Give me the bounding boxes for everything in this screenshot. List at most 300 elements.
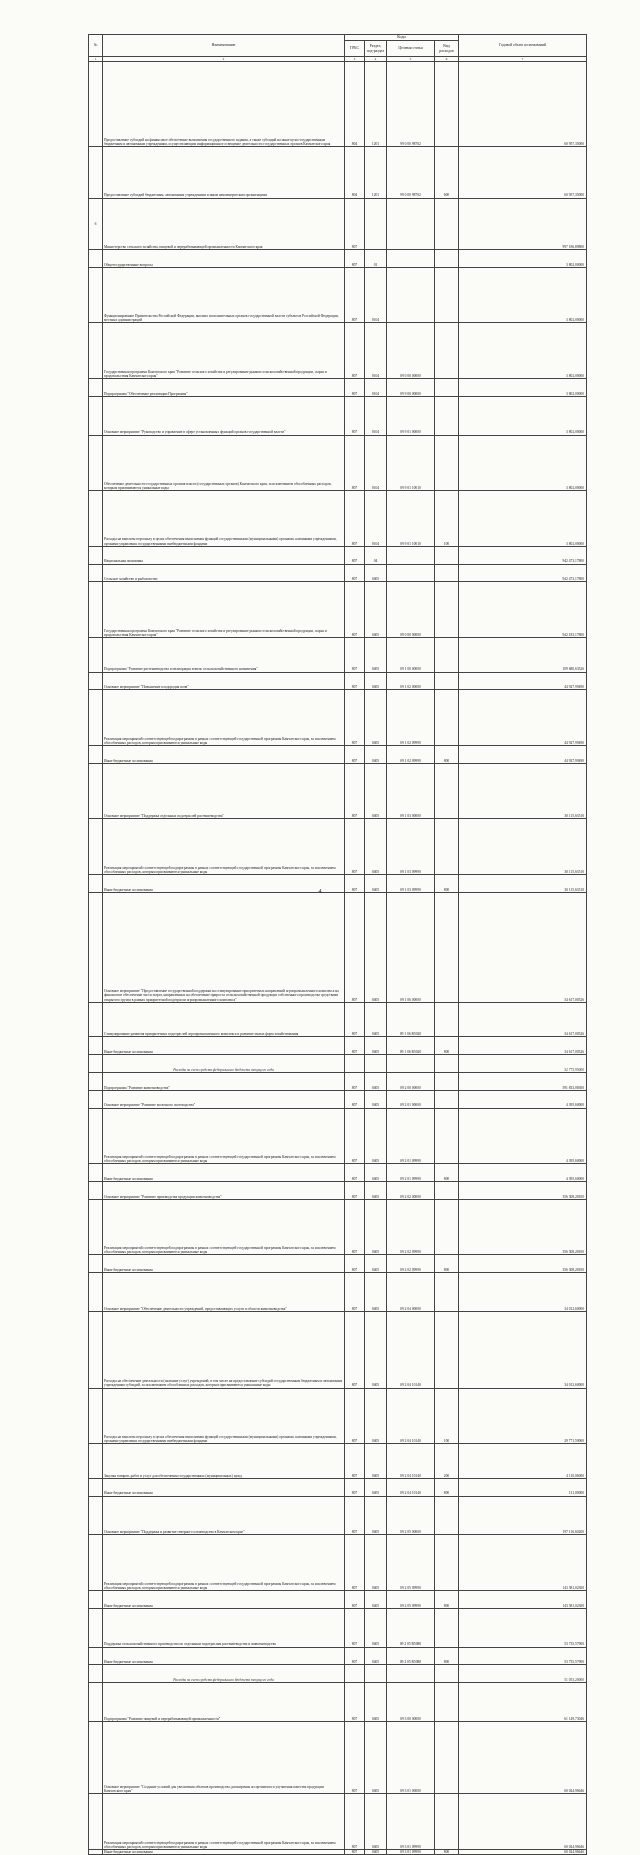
row-amount: 51 053,20000	[459, 1665, 587, 1683]
row-expense-type	[435, 1182, 459, 1200]
row-razdel: 0405	[365, 637, 387, 672]
row-amount: 34 012,60000	[459, 1312, 587, 1389]
row-grbs: 807	[345, 1273, 365, 1312]
row-number	[89, 62, 103, 147]
row-name: Иные бюджетные ассигнования	[103, 745, 345, 763]
row-number	[89, 1073, 103, 1091]
row-grbs: 807	[345, 1199, 365, 1255]
row-target-article: 09 2 05 R5080	[387, 1647, 435, 1665]
row-target-article	[387, 1665, 435, 1683]
row-number	[89, 1199, 103, 1255]
row-razdel: 0405	[365, 1090, 387, 1108]
row-razdel: 0405	[365, 1794, 387, 1850]
row-target-article: 09 2 04 10140	[387, 1444, 435, 1479]
table-row	[89, 1722, 587, 1794]
row-grbs: 807	[345, 672, 365, 690]
table-row	[89, 62, 587, 147]
row-grbs: 807	[345, 396, 365, 435]
row-number	[89, 1002, 103, 1037]
table-row	[89, 1849, 587, 1854]
row-number	[89, 1090, 103, 1108]
row-razdel: 0405	[365, 1849, 387, 1854]
row-target-article: 09 1 02 00000	[387, 672, 435, 690]
row-expense-type	[435, 378, 459, 396]
table-note-row	[89, 1665, 587, 1683]
row-grbs: 807	[345, 435, 365, 491]
row-grbs: 807	[345, 582, 365, 638]
row-amount: 61 149,73046	[459, 1683, 587, 1722]
row-number	[89, 1312, 103, 1389]
row-expense-type	[435, 819, 459, 875]
table-row	[89, 546, 587, 564]
table-row	[89, 198, 587, 249]
row-target-article: 09 1 06 00000	[387, 892, 435, 1002]
row-amount: 3 802,00000	[459, 396, 587, 435]
row-expense-type: 800	[435, 1849, 459, 1854]
column-number: 4	[365, 57, 387, 62]
row-target-article: 09 2 04 10140	[387, 1312, 435, 1389]
row-expense-type: 800	[435, 1164, 459, 1182]
row-number	[89, 1478, 103, 1496]
row-grbs: 807	[345, 378, 365, 396]
row-amount: 3 802,00000	[459, 323, 587, 379]
row-amount: 942 183,17800	[459, 582, 587, 638]
row-grbs: 807	[345, 323, 365, 379]
row-expense-type: 800	[435, 1037, 459, 1055]
row-amount: 356 308,28100	[459, 1199, 587, 1255]
table-row	[89, 1037, 587, 1055]
row-razdel: 0405	[365, 672, 387, 690]
row-razdel: 04	[365, 546, 387, 564]
row-amount: 3 802,00000	[459, 267, 587, 323]
row-expense-type: 800	[435, 874, 459, 892]
row-amount: 53 735,57900	[459, 1647, 587, 1665]
row-number	[89, 1037, 103, 1055]
row-razdel: 01	[365, 249, 387, 267]
row-name: Основное мероприятие "Поддержка и развитие северного оленеводства в Камчатском крае"	[103, 1496, 345, 1535]
row-amount: 4 395,60000	[459, 1090, 587, 1108]
row-target-article: 99 0 00 98702	[387, 147, 435, 198]
row-target-article: 09 1 03 00000	[387, 763, 435, 819]
row-number	[89, 378, 103, 396]
row-target-article: 09 1 02 09990	[387, 745, 435, 763]
row-name: Реализация мероприятий соответствующей подпрограммы в рамках соответствующей государственной программы Камчатского края, за исключением обособленных расходов, которым присваиваются уникальные коды	[103, 1535, 345, 1591]
row-razdel: 0405	[365, 1478, 387, 1496]
row-target-article: 09 2 02 09990	[387, 1255, 435, 1273]
row-razdel: 0405	[365, 1647, 387, 1665]
table-row	[89, 249, 587, 267]
row-number	[89, 582, 103, 638]
row-name: Подпрограмма "Развитие животноводства"	[103, 1073, 345, 1091]
row-name: Реализация мероприятий соответствующей подпрограммы в рамках соответствующей государственной программы Камчатского края, за исключением обособленных расходов, которым присваиваются уникальные коды	[103, 1108, 345, 1164]
row-grbs: 807	[345, 637, 365, 672]
row-number	[89, 491, 103, 547]
row-target-article: 09 2 04 10140	[387, 1388, 435, 1444]
row-number	[89, 1794, 103, 1850]
row-grbs: 807	[345, 1478, 365, 1496]
table-row	[89, 1002, 587, 1037]
row-amount: 109 680,63526	[459, 637, 587, 672]
row-grbs: 807	[345, 491, 365, 547]
row-number: 6	[89, 198, 103, 249]
row-target-article: 09 1 06 R5020	[387, 1037, 435, 1055]
row-name: Реализация мероприятий соответствующей подпрограммы в рамках соответствующей государственной программы Камчатского края, за исключением обособленных расходов, которым присваиваются уникальные коды	[103, 690, 345, 746]
row-amount: 4 395,60000	[459, 1108, 587, 1164]
row-expense-type: 100	[435, 1388, 459, 1444]
row-name: Расходы за счет средств федерального бюджета текущего года	[103, 1055, 345, 1073]
row-grbs: 807	[345, 1496, 365, 1535]
row-number	[89, 1665, 103, 1683]
row-amount: 143 381,02300	[459, 1591, 587, 1609]
row-number	[89, 147, 103, 198]
row-razdel: 0104	[365, 378, 387, 396]
row-expense-type: 800	[435, 1591, 459, 1609]
row-grbs	[345, 1665, 365, 1683]
row-expense-type	[435, 435, 459, 491]
row-razdel: 0405	[365, 1164, 387, 1182]
row-razdel: 0405	[365, 1199, 387, 1255]
row-name: Иные бюджетные ассигнования	[103, 1591, 345, 1609]
row-target-article: 09 3 01 00000	[387, 1722, 435, 1794]
row-number	[89, 1182, 103, 1200]
row-target-article: 09 9 01 00000	[387, 396, 435, 435]
column-number: 6	[435, 57, 459, 62]
row-name: Подпрограмма "Развитие пищевой и перерабатывающей промышленности"	[103, 1683, 345, 1722]
row-expense-type: 800	[435, 1255, 459, 1273]
row-number	[89, 1255, 103, 1273]
row-name: Стимулирование развития приоритетных подотраслей агропромышленного комплекса и развитие малых форм хозяйствования	[103, 1002, 345, 1037]
row-grbs: 807	[345, 1073, 365, 1091]
header-expense-type: Вид расходов	[435, 41, 459, 57]
row-number	[89, 1535, 103, 1591]
budget-table	[88, 34, 587, 1855]
row-name: Общегосударственные вопросы	[103, 249, 345, 267]
row-razdel: 0104	[365, 267, 387, 323]
row-name: Расходы за счет средств федерального бюджета текущего года	[103, 1665, 345, 1683]
row-target-article: 09 1 06 R5020	[387, 1002, 435, 1037]
page-number: 4	[318, 889, 322, 895]
row-razdel: 0405	[365, 1182, 387, 1200]
row-expense-type	[435, 1722, 459, 1794]
row-razdel: 0405	[365, 1591, 387, 1609]
row-grbs: 807	[345, 1090, 365, 1108]
row-target-article: 09 1 02 09990	[387, 690, 435, 746]
row-amount: 131,00000	[459, 1478, 587, 1496]
row-grbs: 807	[345, 1312, 365, 1389]
row-name: Основное мероприятие "Поддержка отдельных подотраслей растениеводства"	[103, 763, 345, 819]
row-expense-type	[435, 198, 459, 249]
row-grbs: 807	[345, 1164, 365, 1182]
row-amount: 44 927,99490	[459, 672, 587, 690]
row-expense-type	[435, 1108, 459, 1164]
row-target-article: 09 2 02 00000	[387, 1182, 435, 1200]
row-name: Подпрограмма "Развитие растениеводства и мелиорация земель сельскохозяйственного назначения"	[103, 637, 345, 672]
row-razdel: 0405	[365, 1073, 387, 1091]
row-target-article	[387, 267, 435, 323]
row-target-article: 09 3 00 00000	[387, 1683, 435, 1722]
row-razdel: 0405	[365, 1002, 387, 1037]
row-number	[89, 1722, 103, 1794]
header-razdel: Раздел, под-раздел	[365, 41, 387, 57]
row-target-article	[387, 249, 435, 267]
row-target-article	[387, 564, 435, 582]
row-razdel: 0405	[365, 582, 387, 638]
table-row	[89, 582, 587, 638]
row-expense-type	[435, 582, 459, 638]
table-row	[89, 1255, 587, 1273]
row-number	[89, 564, 103, 582]
row-target-article: 09 1 03 09990	[387, 874, 435, 892]
row-target-article: 09 9 01 10010	[387, 491, 435, 547]
header-grbs: ГРБС	[345, 41, 365, 57]
table-row	[89, 396, 587, 435]
row-razdel: 0405	[365, 1273, 387, 1312]
row-number	[89, 1164, 103, 1182]
row-name: Реализация мероприятий соответствующей подпрограммы в рамках соответствующей государственной программы Камчатского края, за исключением обособленных расходов, которым присваиваются уникальные коды	[103, 1199, 345, 1255]
row-name: Предоставление субсидий на финансовое обеспечение выполнения государственного задания, а также субсидий на иные цели государственным бюджетным и автономным учреждениям, осуществляющим информационное освещение деятельности государственных органов Камчатского края	[103, 62, 345, 147]
row-amount: 356 308,28100	[459, 1255, 587, 1273]
row-expense-type	[435, 672, 459, 690]
table-row	[89, 1591, 587, 1609]
row-name: Основное мероприятие "Предоставление государственной поддержки на стимулирование приоритетных направлений агропромышленного комплекса на финансовое обеспечение части затрат, направленных на обеспечение прироста сельскохозяйственной продукции собственного производства средствами открытого грунта в рамках приоритетной подотрасли агропромышленного комплекса"	[103, 892, 345, 1002]
row-grbs: 807	[345, 1535, 365, 1591]
row-amount: 34 012,60000	[459, 1273, 587, 1312]
row-amount: 591 833,08300	[459, 1073, 587, 1091]
row-amount: 44 927,99490	[459, 745, 587, 763]
row-target-article: 09 2 05 09990	[387, 1535, 435, 1591]
row-razdel: 0405	[365, 1312, 387, 1389]
table-row	[89, 1182, 587, 1200]
row-target-article: 09 2 04 10140	[387, 1478, 435, 1496]
row-amount: 60 024,96646	[459, 1722, 587, 1794]
table-row	[89, 1090, 587, 1108]
row-amount: 44 927,99490	[459, 690, 587, 746]
row-grbs: 807	[345, 690, 365, 746]
row-target-article: 09 1 00 00000	[387, 637, 435, 672]
row-number	[89, 892, 103, 1002]
row-expense-type	[435, 1312, 459, 1389]
row-name: Функционирование Правительства Российской Федерации, высших исполнительных органов государственной власти субъектов Российской Федерации, местных администраций	[103, 267, 345, 323]
row-razdel: 0104	[365, 396, 387, 435]
row-expense-type	[435, 1683, 459, 1722]
row-expense-type: 100	[435, 491, 459, 547]
row-expense-type	[435, 1794, 459, 1850]
row-expense-type	[435, 1608, 459, 1647]
row-razdel: 0405	[365, 1108, 387, 1164]
row-razdel: 0405	[365, 1388, 387, 1444]
row-expense-type	[435, 1073, 459, 1091]
row-razdel: 0405	[365, 745, 387, 763]
row-name: Сельское хозяйство и рыболовство	[103, 564, 345, 582]
row-grbs: 807	[345, 1647, 365, 1665]
table-row	[89, 892, 587, 1002]
row-name: Обеспечение деятельности государственных органов власти (государственных органов) Камчатского края, за исключением обособленных расходов, которым присваиваются уникальные коды	[103, 435, 345, 491]
row-razdel: 0104	[365, 323, 387, 379]
row-expense-type	[435, 1496, 459, 1535]
row-expense-type	[435, 396, 459, 435]
table-row	[89, 1164, 587, 1182]
header-codes: Коды	[345, 35, 459, 41]
table-row	[89, 819, 587, 875]
row-name: Национальная экономика	[103, 546, 345, 564]
row-razdel: 0405	[365, 1683, 387, 1722]
table-row	[89, 1312, 587, 1389]
row-amount: 30 115,63510	[459, 819, 587, 875]
row-target-article: 99 0 00 98702	[387, 62, 435, 147]
row-amount: 60 957,35000	[459, 62, 587, 147]
row-expense-type	[435, 892, 459, 1002]
row-target-article	[387, 1055, 435, 1073]
row-name: Основное мероприятие "Обеспечение деятельности учреждений, предоставляющих услуги в области животноводства"	[103, 1273, 345, 1312]
table-row	[89, 1273, 587, 1312]
row-name: Иные бюджетные ассигнования	[103, 1164, 345, 1182]
row-amount: 143 381,02300	[459, 1535, 587, 1591]
row-name: Основное мероприятие "Развитие молочного скотоводства"	[103, 1090, 345, 1108]
row-grbs: 807	[345, 267, 365, 323]
table-row	[89, 1108, 587, 1164]
row-razdel: 0405	[365, 763, 387, 819]
row-expense-type	[435, 763, 459, 819]
row-number	[89, 396, 103, 435]
header-number: №	[89, 35, 103, 57]
row-amount: 34 617,00526	[459, 892, 587, 1002]
row-number	[89, 546, 103, 564]
row-grbs: 807	[345, 1722, 365, 1794]
column-number: 2	[103, 57, 345, 62]
row-name: Поддержка сельскохозяйственного производства по отдельным подотраслям растениеводства и животноводства	[103, 1608, 345, 1647]
row-name: Государственная программа Камчатского края "Развитие сельского хозяйства и регулирование рынков сельскохозяйственной продукции, сырья и продовольствия Камчатского края"	[103, 323, 345, 379]
table-row	[89, 267, 587, 323]
table-row	[89, 745, 587, 763]
row-amount: 29 771,59000	[459, 1388, 587, 1444]
row-grbs: 807	[345, 892, 365, 1002]
row-razdel: 0405	[365, 874, 387, 892]
row-target-article: 09 2 05 09990	[387, 1591, 435, 1609]
row-grbs: 807	[345, 1683, 365, 1722]
row-expense-type: 800	[435, 1478, 459, 1496]
row-grbs: 807	[345, 1108, 365, 1164]
row-expense-type: 200	[435, 1444, 459, 1479]
row-expense-type: 800	[435, 745, 459, 763]
table-row	[89, 1073, 587, 1091]
table-row	[89, 763, 587, 819]
row-grbs: 807	[345, 1002, 365, 1037]
row-amount: 4 395,60000	[459, 1164, 587, 1182]
row-grbs: 807	[345, 1037, 365, 1055]
row-target-article: 09 2 01 00000	[387, 1090, 435, 1108]
row-expense-type	[435, 1535, 459, 1591]
table-row	[89, 1496, 587, 1535]
table-row	[89, 1794, 587, 1850]
row-name: Реализация мероприятий соответствующей подпрограммы в рамках соответствующей государственной программы Камчатского края, за исключением обособленных расходов, которым присваиваются уникальные коды	[103, 1794, 345, 1850]
row-amount: 3 802,00000	[459, 249, 587, 267]
row-grbs: 807	[345, 874, 365, 892]
row-grbs: 807	[345, 546, 365, 564]
row-name: Иные бюджетные ассигнования	[103, 1255, 345, 1273]
row-amount: 942 473,17800	[459, 546, 587, 564]
row-number	[89, 1608, 103, 1647]
row-number	[89, 267, 103, 323]
row-expense-type	[435, 323, 459, 379]
row-number	[89, 819, 103, 875]
row-target-article: 09 9 01 10010	[387, 435, 435, 491]
row-target-article: 09 2 02 09990	[387, 1199, 435, 1255]
row-amount: 942 473,17800	[459, 564, 587, 582]
table-row	[89, 1535, 587, 1591]
row-target-article: 09 2 04 00000	[387, 1273, 435, 1312]
row-expense-type	[435, 1002, 459, 1037]
row-grbs: 807	[345, 1255, 365, 1273]
row-name: Закупка товаров, работ и услуг для обеспечения государственных (муниципальных) нужд	[103, 1444, 345, 1479]
row-razdel: 0405	[365, 1722, 387, 1794]
table-row	[89, 491, 587, 547]
row-number	[89, 435, 103, 491]
row-grbs	[345, 1055, 365, 1073]
table-row	[89, 637, 587, 672]
row-number	[89, 672, 103, 690]
row-name: Иные бюджетные ассигнования	[103, 1647, 345, 1665]
row-name: Государственная программа Камчатского края "Развитие сельского хозяйства и регулирование рынков сельскохозяйственной продукции, сырья и продовольствия Камчатского края"	[103, 582, 345, 638]
table-row	[89, 690, 587, 746]
row-number	[89, 637, 103, 672]
row-razdel: 0405	[365, 690, 387, 746]
row-expense-type: 600	[435, 147, 459, 198]
row-grbs: 807	[345, 1388, 365, 1444]
row-name: Подпрограмма "Обеспечение реализации Программы"	[103, 378, 345, 396]
row-target-article: 09 3 01 09990	[387, 1849, 435, 1854]
row-target-article: 09 0 00 00000	[387, 323, 435, 379]
table-row	[89, 147, 587, 198]
row-amount: 4 110,06000	[459, 1444, 587, 1479]
row-grbs: 804	[345, 147, 365, 198]
row-name: Иные бюджетные ассигнования	[103, 1037, 345, 1055]
row-expense-type	[435, 267, 459, 323]
table-row	[89, 323, 587, 379]
row-amount: 197 116,60200	[459, 1496, 587, 1535]
row-razdel: 0405	[365, 1444, 387, 1479]
row-expense-type	[435, 249, 459, 267]
row-name: Иные бюджетные ассигнования	[103, 874, 345, 892]
row-expense-type	[435, 1665, 459, 1683]
row-expense-type	[435, 1090, 459, 1108]
table-row	[89, 1388, 587, 1444]
row-grbs: 807	[345, 763, 365, 819]
row-number	[89, 1055, 103, 1073]
row-amount: 60 024,96646	[459, 1794, 587, 1850]
row-amount: 3 802,00000	[459, 435, 587, 491]
row-number	[89, 1683, 103, 1722]
row-target-article: 09 2 05 R5080	[387, 1608, 435, 1647]
row-target-article: 09 0 00 00000	[387, 582, 435, 638]
row-name: Основное мероприятие "Повышение плодородия почв"	[103, 672, 345, 690]
row-expense-type	[435, 637, 459, 672]
table-row	[89, 1647, 587, 1665]
row-razdel: 0405	[365, 1255, 387, 1273]
row-expense-type	[435, 1199, 459, 1255]
table-row	[89, 378, 587, 396]
table-row	[89, 1478, 587, 1496]
row-number	[89, 1849, 103, 1854]
row-name: Предоставление субсидий бюджетным, автономным учреждениям и иным некоммерческим организациям	[103, 147, 345, 198]
row-grbs: 807	[345, 198, 365, 249]
row-target-article: 09 2 00 00000	[387, 1073, 435, 1091]
row-razdel: 0104	[365, 491, 387, 547]
row-razdel: 0405	[365, 564, 387, 582]
header-name: Наименование	[103, 35, 345, 57]
row-name: Основное мероприятие "Руководство и управление в сфере установленных функций органов государственной власти"	[103, 396, 345, 435]
row-razdel: 0405	[365, 1037, 387, 1055]
row-number	[89, 1273, 103, 1312]
